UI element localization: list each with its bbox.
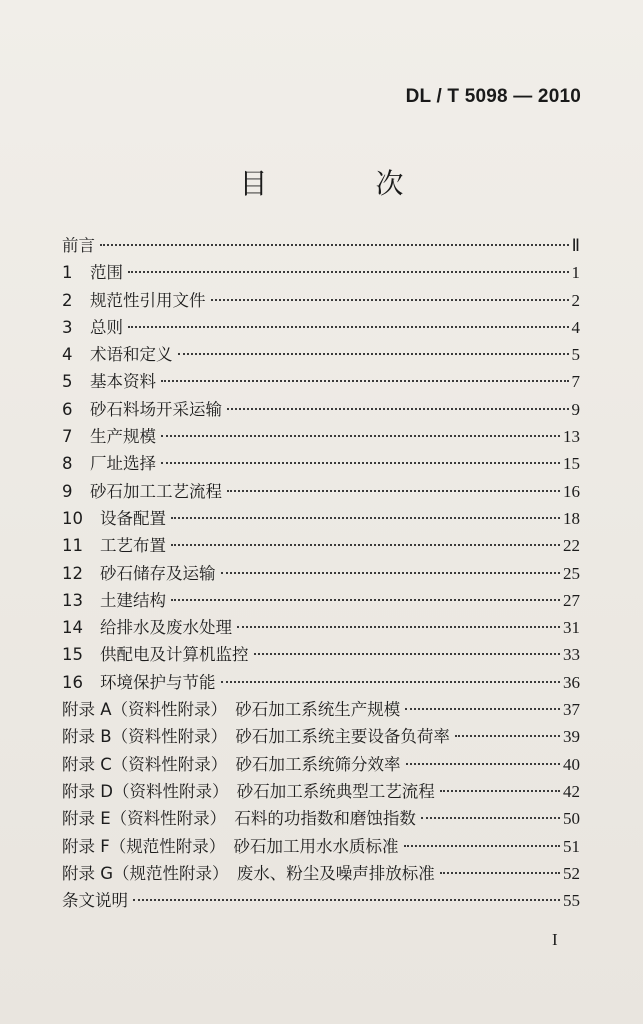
toc-entry[interactable] [62, 669, 580, 696]
dot-leader [100, 244, 569, 246]
toc-entry-title: 附录 B（资料性附录） 砂石加工系统主要设备负荷率 [62, 727, 450, 747]
toc-entry-page: 33 [563, 645, 580, 665]
toc-entry[interactable] [62, 723, 580, 750]
toc-entry-page: 18 [563, 508, 580, 528]
toc-entry-title: 前言 [62, 236, 95, 255]
toc-entry-page: 27 [563, 590, 580, 610]
toc-entry-title: 规范性引用文件 [90, 290, 206, 310]
toc-entry-title: 范围 [90, 263, 123, 283]
toc-entry-title: 土建结构 [100, 590, 166, 610]
toc-entry-title: 条文说明 [62, 891, 128, 911]
dot-leader [171, 517, 560, 519]
toc-entry-page: 39 [563, 727, 580, 747]
toc-entry-page: 50 [563, 809, 580, 829]
toc-entry-title: 砂石储存及运输 [100, 563, 216, 583]
dot-leader [161, 380, 569, 382]
toc-entry-title: 砂石加工工艺流程 [90, 481, 222, 501]
page-number: I [552, 930, 558, 949]
toc-entry-title: 附录 A（资料性附录） 砂石加工系统生产规模 [62, 700, 401, 720]
toc-entry-page: 1 [571, 263, 580, 283]
toc-entry[interactable] [62, 341, 580, 368]
toc-entry-title: 附录 G（规范性附录） 废水、粉尘及噪声排放标准 [62, 863, 435, 883]
toc-entry-title: 附录 E（资料性附录） 石料的功指数和磨蚀指数 [62, 809, 416, 829]
toc-entry-title: 给排水及废水处理 [100, 618, 232, 638]
dot-leader [440, 790, 560, 792]
toc-entry-number: 15 [62, 645, 83, 665]
table-of-contents [62, 232, 580, 914]
toc-entry-title: 供配电及计算机监控 [100, 645, 249, 665]
toc-entry[interactable] [62, 860, 580, 887]
toc-entry-title: 附录 D（资料性附录） 砂石加工系统典型工艺流程 [62, 781, 435, 801]
toc-entry[interactable] [62, 641, 580, 668]
dot-leader [221, 681, 561, 683]
toc-entry-title: 砂石料场开采运输 [90, 399, 222, 419]
toc-entry-title: 附录 C（资料性附录） 砂石加工系统筛分效率 [62, 754, 401, 774]
toc-entry-title: 附录 F（规范性附录） 砂石加工用水水质标准 [62, 836, 399, 856]
dot-leader [406, 763, 560, 765]
dot-leader [128, 326, 569, 328]
toc-entry[interactable] [62, 614, 580, 641]
dot-leader [455, 735, 560, 737]
toc-entry[interactable] [62, 887, 580, 914]
toc-entry-page: 2 [571, 290, 580, 310]
dot-leader [237, 626, 560, 628]
toc-entry-page: 16 [563, 481, 580, 501]
toc-entry-title: 设备配置 [100, 508, 166, 528]
toc-entry-number: 12 [62, 563, 83, 583]
toc-entry-title: 术语和定义 [90, 345, 173, 365]
toc-entry-title: 总则 [90, 317, 123, 337]
toc-entry-page: 7 [571, 372, 580, 392]
toc-entry-page: 40 [563, 754, 580, 774]
toc-entry-page: 22 [563, 536, 580, 556]
toc-entry-title: 基本资料 [90, 372, 156, 392]
toc-entry-number: 10 [62, 508, 83, 528]
toc-entry-page: 13 [563, 427, 580, 447]
toc-entry[interactable] [62, 450, 580, 477]
dot-leader [171, 544, 560, 546]
toc-entry[interactable] [62, 505, 580, 532]
toc-entry[interactable] [62, 259, 580, 286]
toc-entry[interactable] [62, 287, 580, 314]
dot-leader [254, 653, 561, 655]
toc-entry-page: 51 [563, 836, 580, 856]
toc-entry[interactable] [62, 696, 580, 723]
toc-entry-page: 4 [571, 317, 580, 337]
toc-entry-number: 9 [62, 481, 73, 501]
toc-entry-number: 11 [62, 536, 83, 556]
toc-entry[interactable] [62, 532, 580, 559]
toc-entry[interactable] [62, 314, 580, 341]
dot-leader [128, 271, 569, 273]
dot-leader [171, 599, 560, 601]
toc-entry-number: 5 [62, 372, 73, 392]
toc-entry[interactable] [62, 232, 580, 259]
toc-entry-page: 25 [563, 563, 580, 583]
toc-entry[interactable] [62, 396, 580, 423]
dot-leader [440, 872, 560, 874]
dot-leader [227, 408, 569, 410]
dot-leader [227, 490, 560, 492]
dot-leader [405, 708, 560, 710]
toc-entry[interactable] [62, 368, 580, 395]
toc-entry-number: 13 [62, 590, 83, 610]
dot-leader [161, 435, 560, 437]
toc-entry-number: 7 [62, 427, 73, 447]
toc-entry[interactable] [62, 805, 580, 832]
dot-leader [178, 353, 569, 355]
toc-entry-page: 5 [571, 345, 580, 365]
toc-title: 目 次 [239, 167, 444, 200]
dot-leader [221, 572, 561, 574]
toc-entry-page: 55 [563, 891, 580, 911]
toc-entry-number: 2 [62, 290, 73, 310]
toc-entry-number: 1 [62, 263, 73, 283]
toc-entry[interactable] [62, 560, 580, 587]
dot-leader [211, 299, 569, 301]
toc-entry-title: 工艺布置 [100, 536, 166, 556]
toc-entry-number: 4 [62, 345, 73, 365]
toc-entry-page: 36 [563, 672, 580, 692]
toc-entry-page: 9 [571, 399, 580, 419]
toc-entry-title: 生产规模 [90, 427, 156, 447]
toc-entry[interactable] [62, 778, 580, 805]
toc-entry[interactable] [62, 833, 580, 860]
standard-code: DL / T 5098 — 2010 [405, 86, 581, 107]
toc-entry[interactable] [62, 423, 580, 450]
toc-entry-title: 厂址选择 [90, 454, 156, 474]
toc-entry[interactable] [62, 478, 580, 505]
toc-entry-title: 环境保护与节能 [100, 672, 216, 692]
toc-entry-number: 8 [62, 454, 73, 474]
dot-leader [133, 899, 560, 901]
dot-leader [421, 817, 560, 819]
dot-leader [404, 845, 561, 847]
toc-entry-number: 16 [62, 672, 83, 692]
toc-entry-number: 14 [62, 618, 83, 638]
toc-entry-number: 3 [62, 317, 73, 337]
toc-entry-page: Ⅱ [571, 236, 580, 255]
toc-entry-page: 52 [563, 863, 580, 883]
toc-entry-number: 6 [62, 399, 73, 419]
toc-entry-page: 31 [563, 618, 580, 638]
toc-entry[interactable] [62, 751, 580, 778]
toc-entry[interactable] [62, 587, 580, 614]
toc-entry-page: 37 [563, 700, 580, 720]
toc-entry-page: 42 [563, 781, 580, 801]
toc-entry-page: 15 [563, 454, 580, 474]
dot-leader [161, 462, 560, 464]
